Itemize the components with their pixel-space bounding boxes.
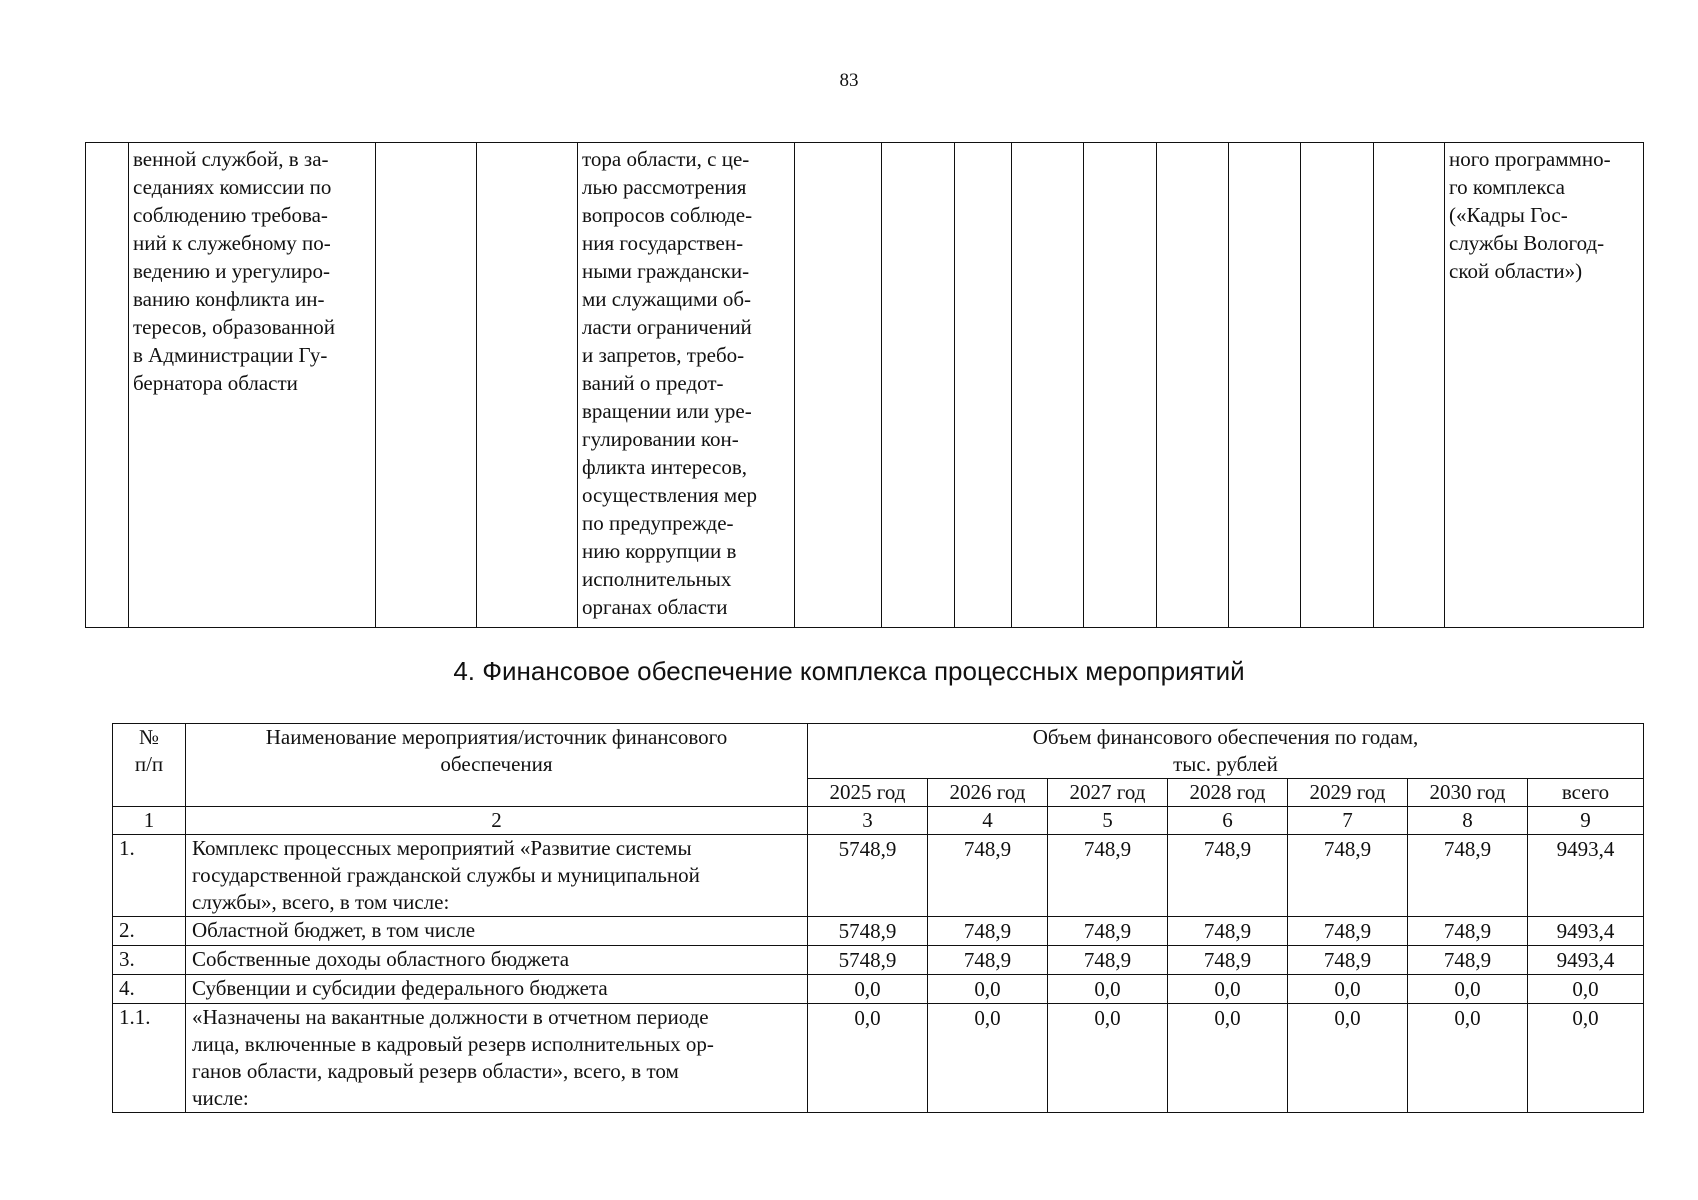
column-number-row: [113, 807, 1644, 835]
column-number: 9: [1528, 807, 1644, 835]
empty-cell: [955, 143, 1012, 628]
header-row: [113, 724, 1644, 779]
continuation-table: [85, 142, 1644, 628]
empty-cell: [1374, 143, 1445, 628]
row-number: 1.: [113, 835, 186, 917]
value-cell: 748,9: [1408, 835, 1528, 917]
value-cell: 0,0: [1408, 975, 1528, 1004]
value-cell: 748,9: [1048, 946, 1168, 975]
row-number: 3.: [113, 946, 186, 975]
total-cell: 0,0: [1528, 1004, 1644, 1113]
header-name: Наименование мероприятия/источник финансового обеспечения: [186, 724, 808, 807]
info-system-cell: [1445, 143, 1644, 628]
value-cell: 748,9: [1288, 835, 1408, 917]
empty-cell: [795, 143, 882, 628]
table-row: [113, 946, 1644, 975]
table-row: [113, 917, 1644, 946]
value-cell: 748,9: [1048, 917, 1168, 946]
value-cell: 748,9: [928, 946, 1048, 975]
empty-cell: [1084, 143, 1157, 628]
value-cell: 748,9: [1408, 917, 1528, 946]
header-volume: Объем финансового обеспечения по годам, тыс. рублей: [808, 724, 1644, 779]
value-cell: 748,9: [1168, 917, 1288, 946]
column-number: 3: [808, 807, 928, 835]
year-header: 2027 год: [1048, 779, 1168, 807]
value-cell: 748,9: [1408, 946, 1528, 975]
empty-cell: [1012, 143, 1084, 628]
row-name: Областной бюджет, в том числе: [186, 917, 808, 946]
row-name: Собственные доходы областного бюджета: [186, 946, 808, 975]
row-number: 4.: [113, 975, 186, 1004]
column-number: 2: [186, 807, 808, 835]
description-text: тора области, с це- лью рассмотрения вопросов соблюде- ния государствен- ными граждански- ми служащими об- ласти ограничений и запретов, требо- ваний о предот- вращении или уре- гулировании кон- фликта интересов, осуществления мер по предупрежде- нию коррупции в исполнительных органах области: [582, 147, 758, 619]
empty-cell: [882, 143, 955, 628]
value-cell: 748,9: [928, 835, 1048, 917]
column-number: 4: [928, 807, 1048, 835]
value-cell: 748,9: [1288, 946, 1408, 975]
empty-cell: [376, 143, 477, 628]
header-no: № п/п: [113, 724, 186, 807]
total-header: всего: [1528, 779, 1644, 807]
empty-cell: [1301, 143, 1374, 628]
value-cell: 0,0: [808, 975, 928, 1004]
participation-text: венной службой, в за- седаниях комиссии по соблюдению требова- ний к служебному по- ведению и урегулиро- ванию конфликта ин- тересов, образованной в Администрации Гу- бернатора области: [133, 147, 335, 395]
total-cell: 9493,4: [1528, 946, 1644, 975]
column-number: 7: [1288, 807, 1408, 835]
column-number: 6: [1168, 807, 1288, 835]
value-cell: 5748,9: [808, 917, 928, 946]
empty-cell: [1157, 143, 1229, 628]
total-cell: 0,0: [1528, 975, 1644, 1004]
value-cell: 0,0: [928, 1004, 1048, 1113]
year-header: 2025 год: [808, 779, 928, 807]
description-cell: [578, 143, 795, 628]
participation-cell: [129, 143, 376, 628]
row-number: 1.1.: [113, 1004, 186, 1113]
table-row: [113, 1004, 1644, 1113]
year-header: 2030 год: [1408, 779, 1528, 807]
row-name: Комплекс процессных мероприятий «Развитие системы государственной гражданской службы и муниципальной службы», всего, в том числе:: [186, 835, 808, 917]
column-number: 1: [113, 807, 186, 835]
value-cell: 0,0: [1168, 1004, 1288, 1113]
value-cell: 748,9: [928, 917, 1048, 946]
empty-cell: [86, 143, 129, 628]
value-cell: 0,0: [1048, 975, 1168, 1004]
year-header: 2029 год: [1288, 779, 1408, 807]
value-cell: 748,9: [1048, 835, 1168, 917]
value-cell: 0,0: [1048, 1004, 1168, 1113]
row-name: Субвенции и субсидии федерального бюджета: [186, 975, 808, 1004]
value-cell: 0,0: [1288, 1004, 1408, 1113]
empty-cell: [1229, 143, 1301, 628]
value-cell: 748,9: [1288, 917, 1408, 946]
value-cell: 0,0: [1408, 1004, 1528, 1113]
row-name: «Назначены на вакантные должности в отчетном периоде лица, включенные в кадровый резерв исполнительных ор- ганов области, кадровый резерв области», всего, в том числе:: [186, 1004, 808, 1113]
column-number: 8: [1408, 807, 1528, 835]
year-header: 2026 год: [928, 779, 1048, 807]
value-cell: 748,9: [1168, 946, 1288, 975]
total-cell: 9493,4: [1528, 917, 1644, 946]
value-cell: 748,9: [1168, 835, 1288, 917]
value-cell: 0,0: [808, 1004, 928, 1113]
column-number: 5: [1048, 807, 1168, 835]
section-title: 4. Финансовое обеспечение комплекса процессных мероприятий: [453, 656, 1245, 686]
table-row: [113, 835, 1644, 917]
empty-cell: [477, 143, 578, 628]
info-system-text: ного программно- го комплекса («Кадры Гос- службы Вологод- ской области»): [1449, 147, 1611, 283]
value-cell: 0,0: [1168, 975, 1288, 1004]
value-cell: 0,0: [928, 975, 1048, 1004]
value-cell: 5748,9: [808, 835, 928, 917]
financial-table: [112, 723, 1644, 1113]
row-number: 2.: [113, 917, 186, 946]
value-cell: 0,0: [1288, 975, 1408, 1004]
page-number: 83: [839, 70, 859, 91]
total-cell: 9493,4: [1528, 835, 1644, 917]
year-header: 2028 год: [1168, 779, 1288, 807]
value-cell: 5748,9: [808, 946, 928, 975]
table-row: [113, 975, 1644, 1004]
